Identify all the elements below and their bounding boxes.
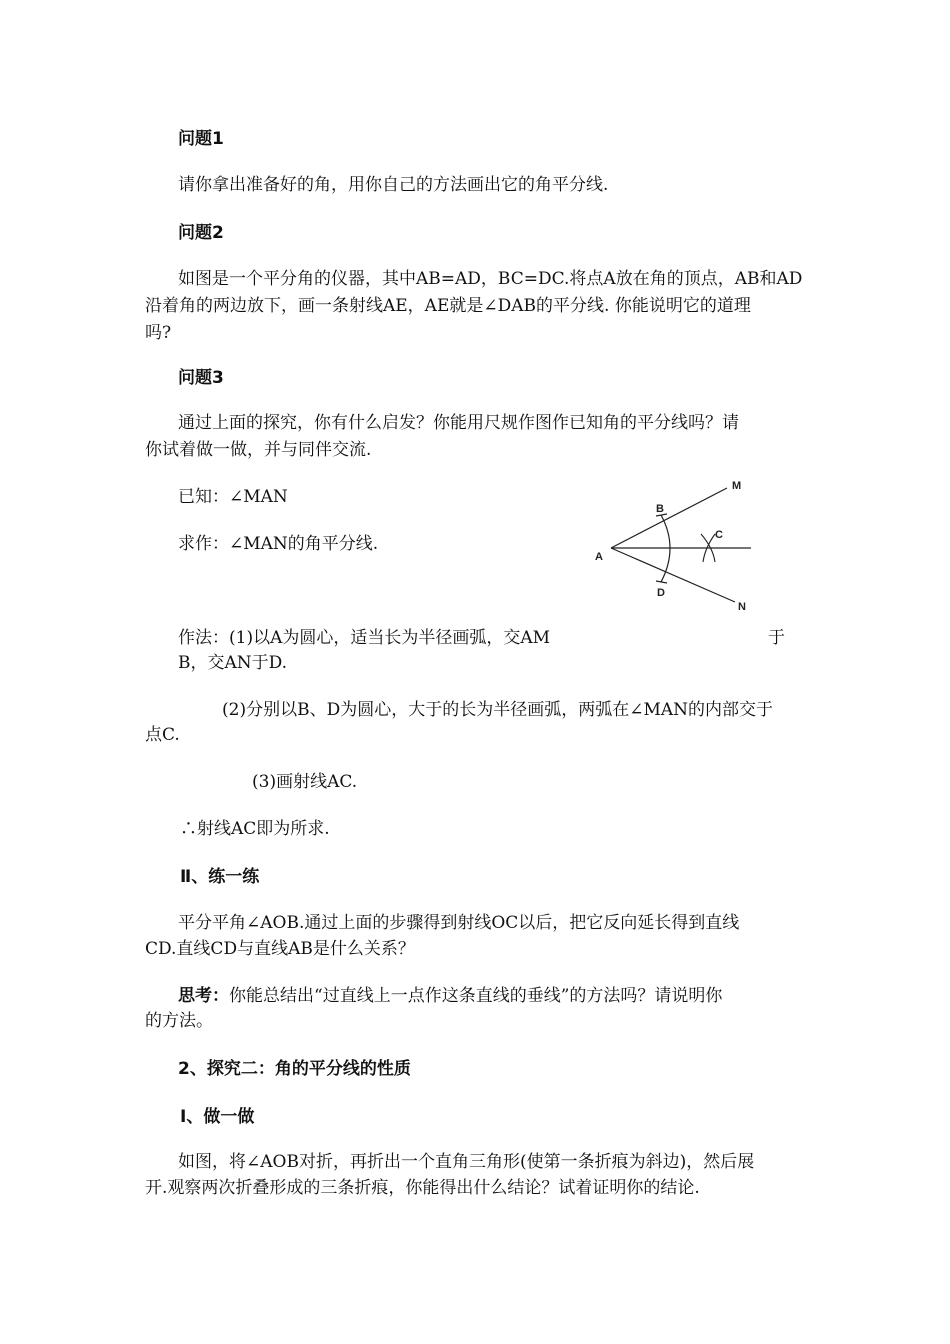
think-text: 你能总结出“过直线上一点作这条直线的垂线”的方法吗？请说明你 [229,986,723,1006]
given-statement: 已知：∠MAN [178,487,288,507]
explore-2-subheading: Ⅰ、做一做 [180,1107,255,1127]
method-step-2-part-b: 点C. [145,725,180,745]
method-step-2-part-a: (2)分别以B、D为圆心，大于的长为半径画弧，两弧在∠MAN的内部交于 [222,700,774,720]
label-n: N [738,601,746,613]
practice-line-2: CD.直线CD与直线AB是什么关系？ [145,939,415,959]
ray-an [611,548,735,602]
conclusion: ∴射线AC即为所求. [180,819,330,839]
question-2-heading: 问题2 [178,223,224,243]
construct-statement: 求作：∠MAN的角平分线. [178,534,379,554]
think-line-1 [178,985,722,1007]
label-a: A [595,551,603,563]
question-3-line-2: 你试着做一做，并与同伴交流. [145,440,372,460]
label-m: M [732,480,742,492]
method-step-1-yu: 于 [768,628,785,648]
method-step-1-part-b: B，交AN于D. [178,653,288,673]
question-3-heading: 问题3 [178,368,224,388]
question-1-text: 请你拿出准备好的角，用你自己的方法画出它的角平分线. [178,175,609,195]
practice-line-1: 平分平角∠AOB.通过上面的步骤得到射线OC以后，把它反向延长得到直线 [178,913,740,933]
think-line-2: 的方法。 [145,1011,213,1031]
angle-bisector-figure [585,470,765,620]
question-2-line-2: 沿着角的两边放下，画一条射线AE，AE就是∠DAB的平分线. 你能说明它的道理 [145,296,751,316]
label-c: C [715,529,723,541]
method-step-3: (3)画射线AC. [252,772,358,792]
question-1-heading: 问题1 [178,129,224,149]
practice-heading: Ⅱ、练一练 [180,867,260,887]
method-step-1-part-a: 作法：(1)以A为圆心，适当长为半径画弧，交AM [178,628,551,648]
label-b: B [656,503,664,515]
label-d: D [657,587,665,599]
think-label: 思考： [178,986,229,1006]
question-2-line-1: 如图是一个平分角的仪器，其中AB=AD，BC=DC.将点A放在角的顶点，AB和AD [178,269,803,289]
question-2-line-3: 吗? [145,323,172,343]
explore-2-line-2: 开.观察两次折叠形成的三条折痕，你能得出什么结论？试着证明你的结论. [145,1178,700,1198]
question-3-line-1: 通过上面的探究，你有什么启发？你能用尺规作图作已知角的平分线吗？请 [178,413,739,433]
explore-2-heading: 2、探究二：角的平分线的性质 [178,1059,411,1079]
explore-2-line-1: 如图，将∠AOB对折，再折出一个直角三角形(使第一条折痕为斜边)，然后展 [178,1152,755,1172]
